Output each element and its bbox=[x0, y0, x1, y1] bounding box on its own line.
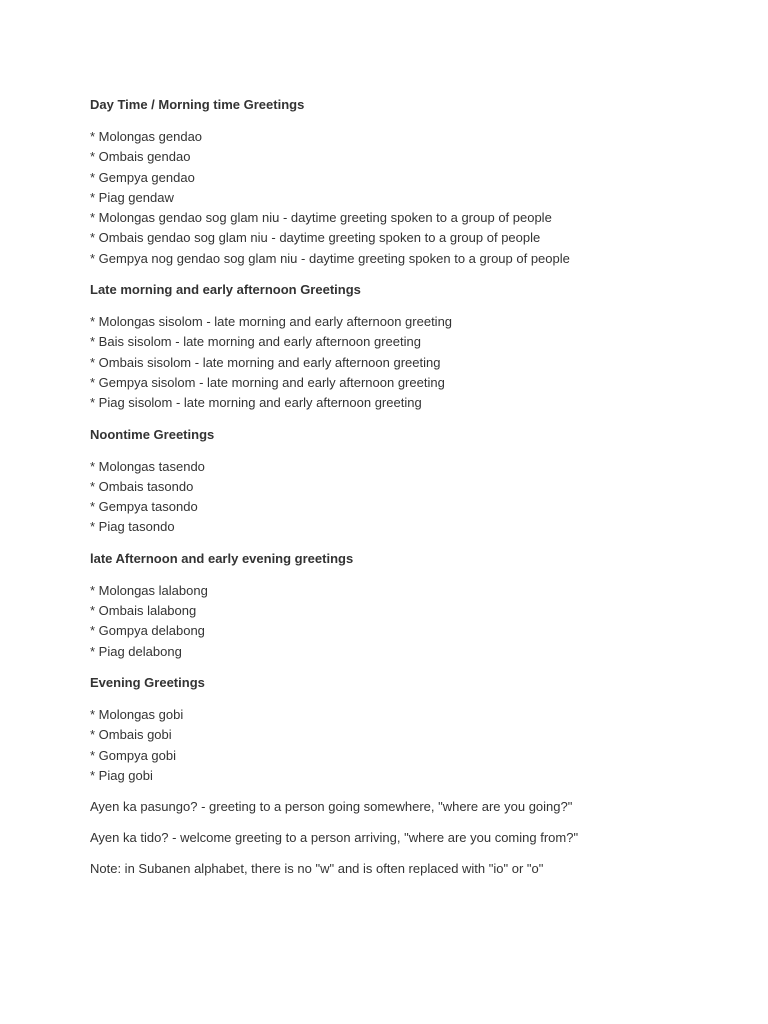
list-item: * Ombais gendao bbox=[90, 149, 191, 165]
list-item: * Gempya gendao bbox=[90, 169, 195, 185]
list-item: * Bais sisolom - late morning and early afternoon greeting bbox=[90, 334, 421, 350]
section-heading-noontime: Noontime Greetings bbox=[90, 426, 215, 442]
list-item: * Gempya sisolom - late morning and early afternoon greeting bbox=[90, 374, 445, 390]
list-item: * Molongas gobi bbox=[90, 706, 184, 722]
greeting-list-noontime bbox=[90, 457, 750, 538]
list-item: * Piag gobi bbox=[90, 767, 153, 783]
paragraph-going-greeting: Ayen ka pasungo? - greeting to a person going somewhere, "where are you going?" bbox=[90, 799, 573, 815]
section-heading-late-afternoon: late Afternoon and early evening greetings bbox=[90, 550, 354, 566]
list-item: * Piag sisolom - late morning and early afternoon greeting bbox=[90, 395, 422, 411]
section-heading-day-time: Day Time / Morning time Greetings bbox=[90, 97, 305, 112]
greeting-list-late-morning bbox=[90, 312, 750, 413]
section-heading-evening: Evening Greetings bbox=[90, 674, 205, 690]
document-page bbox=[90, 96, 750, 891]
paragraph-arriving-greeting: Ayen ka tido? - welcome greeting to a person arriving, "where are you coming from?" bbox=[90, 830, 579, 846]
list-item: * Gompya delabong bbox=[90, 623, 205, 639]
greeting-list-late-afternoon bbox=[90, 581, 750, 662]
list-item: * Molongas sisolom - late morning and early afternoon greeting bbox=[90, 314, 453, 330]
list-item: * Ombais gobi bbox=[90, 727, 172, 743]
list-item: * Ombais sisolom - late morning and early afternoon greeting bbox=[90, 354, 441, 370]
list-item: * Gompya gobi bbox=[90, 747, 176, 763]
list-item: * Gempya nog gendao sog glam niu - daytime greeting spoken to a group of people bbox=[90, 250, 570, 266]
list-item: * Ombais tasondo bbox=[90, 478, 194, 494]
list-item: * Piag delabong bbox=[90, 643, 182, 659]
list-item: * Molongas gendao bbox=[90, 129, 203, 144]
list-item: * Gempya tasondo bbox=[90, 499, 198, 515]
greeting-list-evening bbox=[90, 705, 750, 786]
list-item: * Molongas tasendo bbox=[90, 458, 205, 474]
paragraph-alphabet-note: Note: in Subanen alphabet, there is no "w" and is often replaced with "io" or "o" bbox=[90, 861, 544, 877]
list-item: * Piag gendaw bbox=[90, 189, 174, 205]
list-item: * Molongas gendao sog glam niu - daytime greeting spoken to a group of people bbox=[90, 210, 552, 226]
list-item: * Ombais gendao sog glam niu - daytime greeting spoken to a group of people bbox=[90, 230, 541, 246]
section-heading-late-morning: Late morning and early afternoon Greetings bbox=[90, 282, 361, 298]
greeting-list-day-time bbox=[90, 127, 750, 269]
list-item: * Molongas lalabong bbox=[90, 582, 208, 598]
list-item: * Piag tasondo bbox=[90, 519, 175, 535]
list-item: * Ombais lalabong bbox=[90, 603, 197, 619]
